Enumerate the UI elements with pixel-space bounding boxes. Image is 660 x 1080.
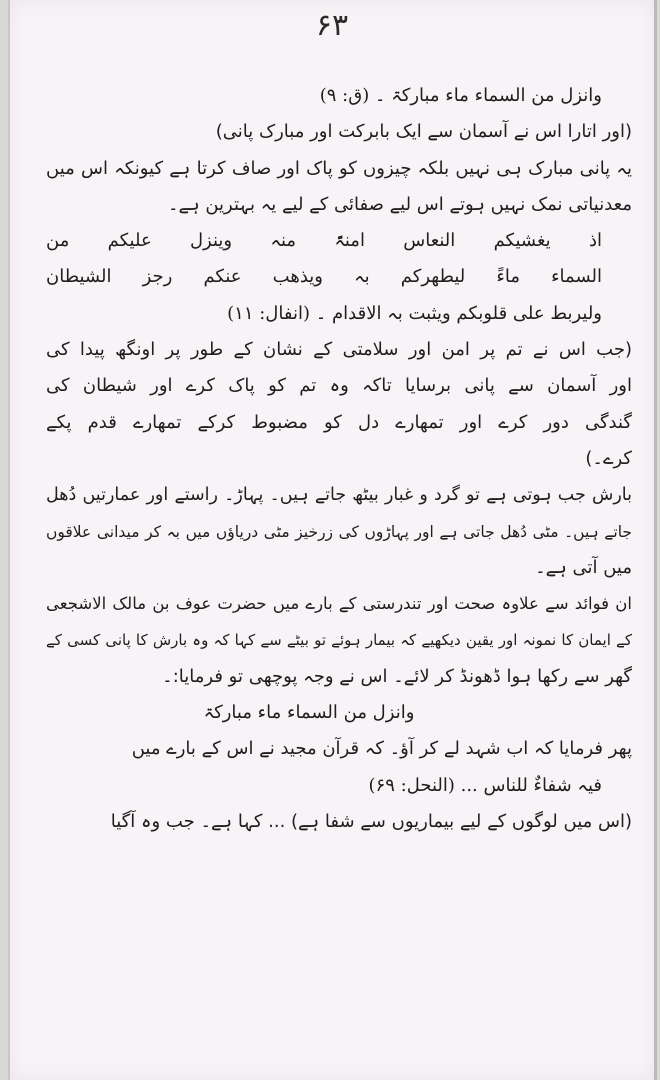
quran-verse-line: وانزل من السماء ماء مبارکۃ <box>203 702 415 724</box>
paragraph-line: یہ پانی مبارک ہی نہیں بلکہ چیزوں کو پاک اور صاف کرتا ہے کیونکہ اس میں <box>46 157 632 179</box>
paragraph-line: معدنیاتی نمک نہیں ہوتے اس لیے صفائی کے لیے یہ بہترین ہے۔ <box>167 193 632 215</box>
translation-line: (اور اتارا اس نے آسمان سے ایک بابرکت اور مبارک پانی) <box>215 121 632 143</box>
quran-verse-line: فیہ شفاءٌ للناس ... (النحل: ۶۹) <box>368 774 602 796</box>
quran-verse-line: ولیربط علی قلوبکم ویثبت بہ الاقدام ۔ (انفال: ۱۱) <box>227 302 602 324</box>
page-number: ۶۳ <box>315 8 349 43</box>
paragraph-line: میں آتی ہے۔ <box>535 556 632 578</box>
paragraph-line: بارش جب ہوتی ہے تو گرد و غبار بیٹھ جاتے ہیں۔ پہاڑ۔ راستے اور عمارتیں دُھل <box>46 485 632 506</box>
paragraph-line: (اس میں لوگوں کے لیے بیماریوں سے شفا ہے) ... کہا ہے۔ جب وہ آگیا <box>110 810 632 832</box>
paragraph-line: جاتے ہیں۔ مٹی دُھل جاتی ہے اور پہاڑوں کی زرخیز مٹی دریاؤں میں بہ کر میدانی علاقوں <box>46 522 632 541</box>
page-body <box>46 78 632 840</box>
quran-verse-line: وانزل من السماء ماء مبارکۃ ۔ (ق: ۹) <box>319 85 602 106</box>
quran-verse-line: اذ یغشیکم النعاس امنۃً منہ وینزل علیکم من <box>46 230 602 252</box>
translation-line: گندگی دور کرے اور تمھارے دل کو مضبوط کرکے تمھارے قدم پکے <box>46 411 632 433</box>
translation-line: کرے۔) <box>585 447 632 469</box>
translation-line: اور آسمان سے پانی برسایا تاکہ وہ تم کو پاک کرے اور شیطان کی <box>46 375 632 397</box>
paragraph-line: کے ایمان کا نمونہ اور یقین دیکھیے کہ بیمار ہوئے تو بیٹے سے کہا کہ وہ بارش کا پانی کسی کے <box>46 631 632 650</box>
quran-verse-line: السماء ماءً لیطھرکم بہ ویذھب عنکم رجز الشیطان <box>46 266 602 288</box>
book-page <box>8 0 657 1080</box>
paragraph-line: گھر سے رکھا ہوا ڈھونڈ کر لائے۔ اس نے وجہ پوچھی تو فرمایا:۔ <box>162 665 632 687</box>
paragraph-line: پھر فرمایا کہ اب شہد لے کر آؤ۔ کہ قرآن مجید نے اس کے بارے میں <box>131 738 632 760</box>
paragraph-line: ان فوائد سے علاوہ صحت اور تندرستی کے بارے میں حضرت عوف بن مالک الاشجعی <box>46 594 632 614</box>
translation-line: (جب اس نے تم پر امن اور سلامتی کے نشان کے طور پر اونگھ پیدا کی <box>46 339 632 361</box>
